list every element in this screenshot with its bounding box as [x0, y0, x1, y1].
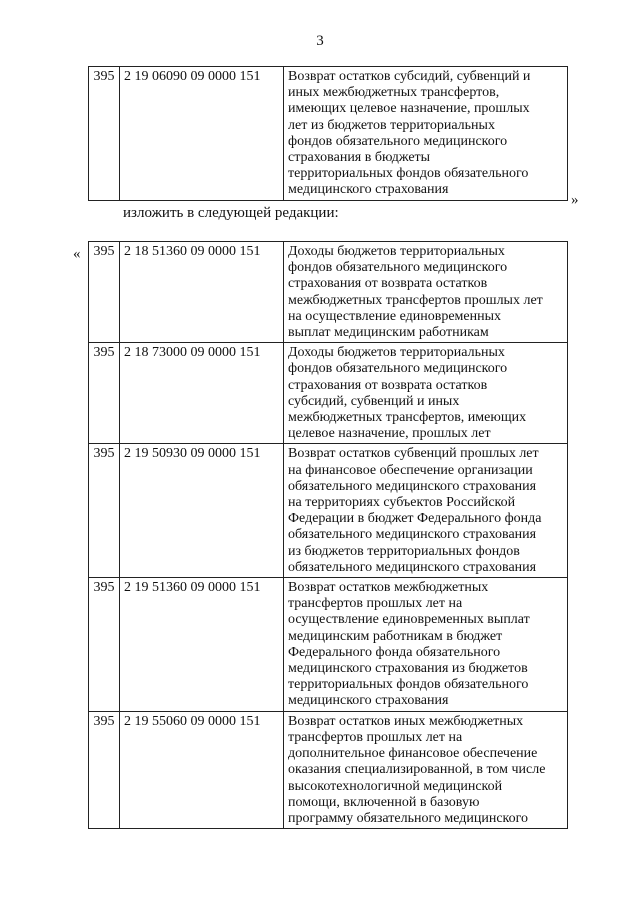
- name-line: целевое назначение, прошлых лет: [288, 426, 491, 442]
- budget-code-cell: 2 18 73000 09 0000 151: [120, 343, 284, 444]
- name-line: помощи, включенной в базовую: [288, 794, 480, 810]
- name-line: Федерального фонда обязательного: [288, 644, 501, 660]
- name-line: высокотехнологичной медицинской: [288, 778, 503, 794]
- name-line: на территориях субъектов Российской: [288, 495, 516, 511]
- budget-code-cell: 2 19 50930 09 0000 151: [120, 444, 284, 578]
- name-line: программу обязательного медицинского: [288, 810, 529, 826]
- name-line: Возврат остатков субсидий, субвенций и: [288, 69, 531, 84]
- name-line: территориальных фондов обязательного: [288, 677, 529, 693]
- instruction-text: изложить в следующей редакции:: [123, 205, 339, 221]
- name-line: межбюджетных трансфертов, имеющих: [288, 410, 527, 426]
- name-line: иных межбюджетных трансфертов,: [288, 85, 500, 101]
- name-line: медицинским работникам в бюджет: [288, 628, 503, 644]
- admin-code-cell: 395: [89, 711, 120, 828]
- name-line: межбюджетных трансфертов прошлых лет: [288, 292, 543, 308]
- budget-code-cell: 2 18 51360 09 0000 151: [120, 242, 284, 343]
- name-line: оказания специализированной, в том числе: [288, 762, 546, 778]
- name-line: трансфертов прошлых лет на: [288, 596, 463, 612]
- table-row: [89, 711, 568, 828]
- opening-quote: «: [73, 246, 81, 262]
- name-line: Возврат остатков иных межбюджетных: [288, 713, 524, 729]
- name-line: лет из бюджетов территориальных: [288, 117, 495, 133]
- name-line: субсидий, субвенций и иных: [288, 393, 460, 409]
- new-edition-table: [88, 241, 568, 829]
- budget-code-cell: 2 19 51360 09 0000 151: [120, 578, 284, 712]
- name-line: Доходы бюджетов территориальных: [288, 244, 505, 259]
- name-line: дополнительное финансовое обеспечение: [288, 746, 538, 762]
- name-line: обязательного медицинского страхования: [288, 478, 537, 494]
- name-line: Федерации в бюджет Федерального фонда: [288, 511, 542, 527]
- budget-code-cell: 2 19 06090 09 0000 151: [120, 67, 284, 201]
- table-row: [89, 444, 568, 578]
- name-line: Доходы бюджетов территориальных: [288, 345, 505, 361]
- old-edition-table: [88, 66, 568, 201]
- name-line: страхования от возврата остатков: [288, 276, 488, 292]
- name-line: страхования от возврата остатков: [288, 377, 488, 393]
- name-line: территориальных фондов обязательного: [288, 166, 529, 182]
- name-line: медицинского страхования: [288, 693, 449, 709]
- admin-code-cell: 395: [89, 67, 120, 201]
- name-line: медицинского страхования из бюджетов: [288, 661, 528, 677]
- name-line: из бюджетов территориальных фондов: [288, 543, 520, 559]
- income-name-cell: [284, 578, 568, 712]
- closing-quote: »: [571, 192, 579, 208]
- budget-code-cell: 2 19 55060 09 0000 151: [120, 711, 284, 828]
- table-row: [89, 242, 568, 343]
- name-line: осуществление единовременных выплат: [288, 612, 530, 628]
- table-row: [89, 343, 568, 444]
- page-number: 3: [316, 33, 324, 49]
- name-line: обязательного медицинского страхования: [288, 527, 537, 543]
- table-row: [89, 578, 568, 712]
- income-name-cell: [284, 67, 568, 201]
- income-name-cell: [284, 242, 568, 343]
- admin-code-cell: 395: [89, 242, 120, 343]
- name-line: на осуществление единовременных: [288, 308, 502, 324]
- name-line: фондов обязательного медицинского: [288, 260, 508, 276]
- name-line: фондов обязательного медицинского: [288, 361, 508, 377]
- admin-code-cell: 395: [89, 343, 120, 444]
- name-line: имеющих целевое назначение, прошлых: [288, 101, 530, 117]
- name-line: медицинского страхования: [288, 182, 449, 198]
- income-name-cell: [284, 343, 568, 444]
- table-row: [89, 67, 568, 201]
- admin-code-cell: 395: [89, 578, 120, 712]
- name-line: фондов обязательного медицинского: [288, 133, 508, 149]
- admin-code-cell: 395: [89, 444, 120, 578]
- name-line: страхования в бюджеты: [288, 150, 431, 166]
- name-line: на финансовое обеспечение организации: [288, 462, 533, 478]
- old-table-body: [89, 67, 568, 201]
- name-line: обязательного медицинского страхования: [288, 559, 537, 575]
- name-line: Возврат остатков межбюджетных: [288, 580, 489, 596]
- income-name-cell: [284, 444, 568, 578]
- new-table-body: [89, 242, 568, 829]
- name-line: выплат медицинским работникам: [288, 325, 489, 341]
- name-line: трансфертов прошлых лет на: [288, 729, 463, 745]
- income-name-cell: [284, 711, 568, 828]
- name-line: Возврат остатков субвенций прошлых лет: [288, 446, 539, 462]
